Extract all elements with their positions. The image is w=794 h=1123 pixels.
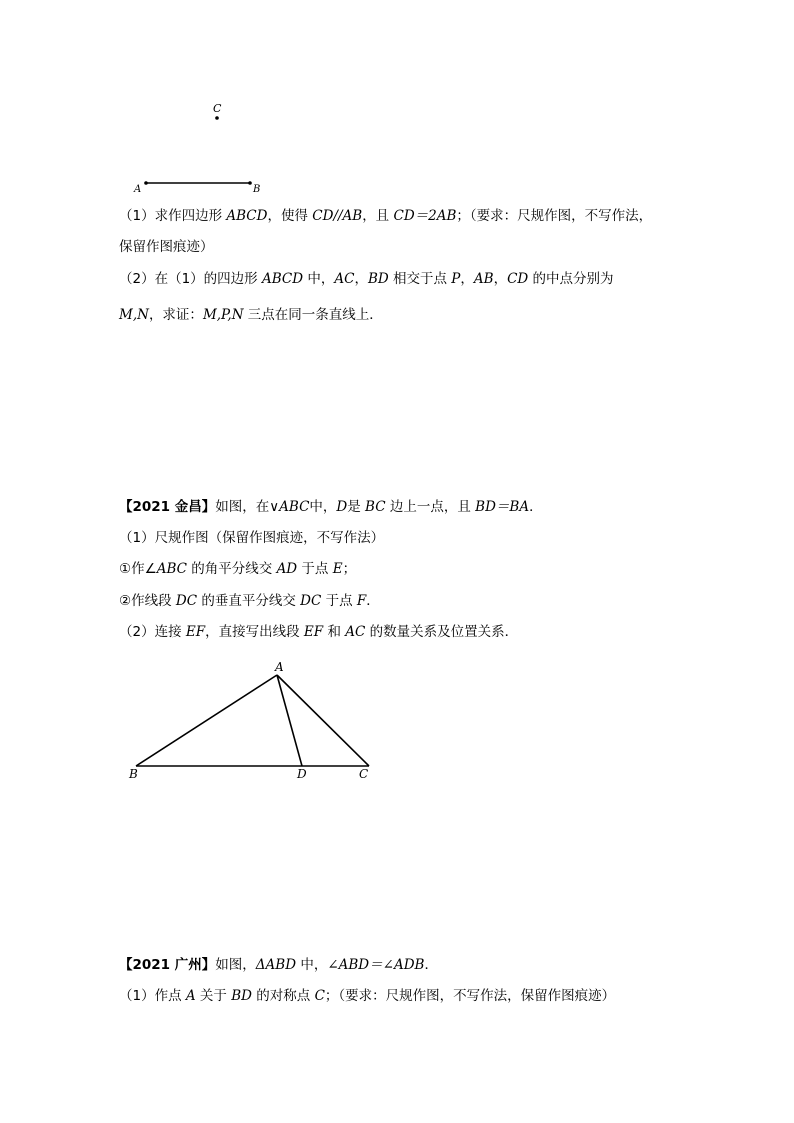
problem2-question1: （1）尺规作图（保留作图痕迹，不写作法） [119,530,385,546]
problem1-question1-cont: 保留作图痕迹） [119,239,214,255]
problem2-item2: ②作线段 DC 的垂直平分线交 DC 于点 F． [119,593,380,609]
problem1-question1: （1）求作四边形 ABCD，使得 CD//AB，且 CD＝2AB；（要求：尺规作图，不写作法， [119,208,653,224]
problem3-question1: （1）作点 A 关于 BD 的对称点 C；（要求：尺规作图，不写作法，保留作图痕迹） [119,988,616,1004]
problem2-question2: （2）连接 EF，直接写出线段 EF 和 AC 的数量关系及位置关系． [119,624,519,640]
figure-point-and-segment [120,95,280,200]
figure-triangle-abc [120,655,390,785]
side-ab [136,675,277,766]
problem3-title: 【2021 广州】如图，ΔABD 中，∠ABD＝∠ADB． [119,957,438,973]
label-c: C [359,767,369,781]
side-ac [277,675,369,766]
problem2-item1: ①作∠ABC 的角平分线交 AD 于点 E； [119,561,357,577]
problem2-title: 【2021 金昌】如图，在∨ABC中，D是 BC 边上一点，且 BD＝BA． [119,499,543,515]
label-b: B [129,767,138,781]
label-d: D [297,767,307,781]
label-a: A [275,660,284,674]
problem1-question2-cont: M,N，求证：M,P,N 三点在同一条直线上． [119,307,383,323]
point-c [215,116,219,120]
segment-ad [277,675,302,766]
label-c: C [213,102,222,115]
problem1-question2: （2）在（1）的四边形 ABCD 中，AC，BD 相交于点 P，AB，CD 的中点分别为 [119,271,614,287]
label-a: A [134,184,142,195]
label-b: B [253,184,261,195]
